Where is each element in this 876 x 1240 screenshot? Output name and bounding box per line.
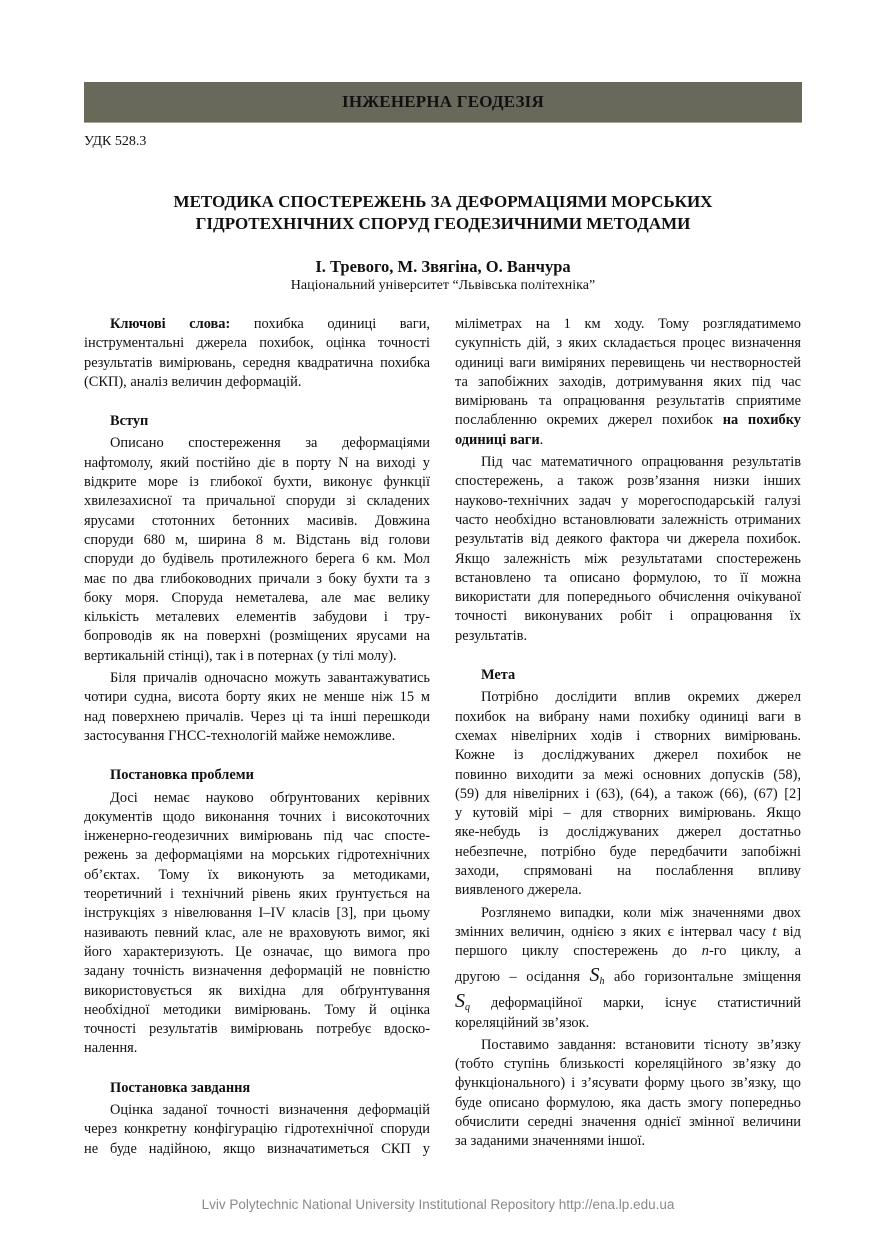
line-text: повинно виходити за межі основних допусків (58),: [455, 766, 801, 783]
text-line: [455, 843, 801, 862]
bold-text: одиниці ваги: [455, 431, 540, 448]
line-text: називають певний клас, але не враховують вимог, які: [84, 924, 430, 941]
text-line: [84, 1140, 430, 1159]
line-text: його характеризують. Це означає, що вимога про: [84, 943, 430, 960]
left-column: [84, 315, 430, 1159]
line-text: хвилезахисної та причальної споруди зі складених: [84, 493, 430, 510]
italic-variable: n: [701, 943, 709, 960]
line-text: Описано спостереження за деформаціями: [110, 435, 430, 452]
text-line: [455, 607, 801, 626]
text-line: [455, 627, 801, 646]
line-text: Розглянемо випадки, коли між значеннями двох: [481, 904, 801, 921]
text-line: [455, 785, 801, 804]
text-line: [84, 827, 430, 846]
line-text: не буде надійною, якщо визначатиметься СКП у: [84, 1140, 430, 1157]
line-text: схемах нівелірних ходів і створних вимірювань.: [455, 727, 801, 744]
text-line: [455, 862, 801, 881]
text-line: [84, 334, 430, 353]
bold-text: на похибку: [722, 412, 801, 429]
line-text: кореляційний зв’язок.: [455, 1014, 590, 1031]
text-line: [455, 881, 801, 900]
math-variable: [455, 990, 470, 1012]
text-line: [455, 942, 801, 961]
line-text: у кутовій мірі – для створних вимірювань. Якщо: [455, 805, 801, 822]
line-text: інструментальні джерела похибок, оцінка точності: [84, 335, 430, 352]
line-text: одиниці ваги виміряних перевищень чи нестворностей: [455, 354, 801, 371]
line-text: використовується як вихідна для обґрунтування: [84, 982, 430, 999]
line-text: змінних величин, однією з яких є інтервал часу: [455, 923, 773, 940]
line-text: має по два глибоководних причали з боку бухти та з: [84, 570, 430, 587]
text-line: [84, 904, 430, 923]
line-text: часто необхідно встановлювати залежність отриманих: [455, 511, 801, 528]
line-text: сукупність дій, з яких складається процес визначення: [455, 335, 801, 352]
text-line: [455, 727, 801, 746]
text-line: [84, 315, 430, 334]
line-text: задану точність визначення деформацій не повністю: [84, 963, 430, 980]
text-line: [84, 943, 430, 962]
line-text: Оцінка заданої точності визначення деформацій: [110, 1101, 430, 1118]
section-heading: Постановка завдання: [110, 1079, 251, 1096]
title-line: МЕТОДИКА СПОСТЕРЕЖЕНЬ ЗА ДЕФОРМАЦІЯМИ МОРСЬКИХ: [173, 192, 713, 211]
text-line: [455, 923, 801, 942]
text-line: [455, 550, 801, 569]
line-text: споруди до будівель протилежного берега 6 км. Мол: [84, 551, 430, 568]
line-text: Потрібно дослідити вплив окремих джерел: [481, 689, 801, 706]
text-line: [84, 1120, 430, 1139]
text-line: [455, 823, 801, 842]
text-line: [84, 688, 430, 707]
text-line: [455, 392, 801, 411]
line-text: Якщо залежність між результатами спостережень: [455, 550, 801, 567]
text-line: [84, 808, 430, 827]
text-line: [455, 354, 801, 373]
line-text: (59) для нівелірних і (63), (64), а також (66), (67) [2]: [455, 785, 801, 802]
text-line: [455, 688, 801, 707]
line-text: точності результатів вимірювань потребує вдоско-: [84, 1021, 430, 1038]
text-line: [84, 608, 430, 627]
paragraph: [455, 688, 801, 900]
section-title: ІНЖЕНЕРНА ГЕОДЕЗІЯ: [342, 92, 544, 111]
line-text: за заданими значеннями іншої.: [455, 1133, 646, 1150]
italic-variable: t: [772, 923, 777, 940]
line-text: точності виконуваних робіт і опрацювання їх: [455, 608, 801, 625]
text-line: [84, 708, 430, 727]
line-text: боку моря. Споруда неметалева, але має велику: [84, 589, 430, 606]
line-text: Досі немає науково обґрунтованих керівних: [110, 789, 430, 806]
line-text: похибка одиниці ваги,: [230, 316, 430, 332]
line-text: відкрите море із глибокої бухти, виконує функції: [84, 474, 430, 491]
line-text: -го циклу, а: [708, 943, 802, 960]
line-text: .: [539, 431, 544, 448]
authors: І. Тревого, М. Звягіна, О. Ванчура: [315, 257, 571, 276]
line-text: застосування ГНСС-технологій майже неможливе.: [84, 727, 396, 744]
math-symbol: S: [455, 989, 465, 1012]
paragraph: [455, 1036, 801, 1152]
line-text: налення.: [84, 1040, 138, 1057]
right-column: [455, 315, 801, 1152]
text-line: [455, 373, 801, 392]
article-title: [84, 191, 802, 235]
line-text: ярусами стотонних бетонних масивів. Довжина: [84, 512, 430, 529]
text-line: [84, 866, 430, 885]
line-text: через конкретну конфігурацію гідротехнічної споруди: [84, 1121, 430, 1138]
text-line: [84, 885, 430, 904]
text-line: [455, 492, 801, 511]
bold-text: Ключові слова:: [110, 316, 231, 332]
line-text: споруди 680 м, ширина 8 м. Відстань від голови: [84, 531, 430, 548]
math-symbol: S: [589, 963, 600, 986]
paragraph: [455, 904, 801, 1033]
line-text: (СКП), аналіз величин деформацій.: [84, 373, 302, 390]
text-line: [455, 334, 801, 353]
line-text: встановлено та описано формулою, то її можна: [455, 569, 801, 586]
text-line: [84, 647, 430, 666]
line-text: (тобто ступінь близькості кореляційного зв’язку до: [455, 1056, 801, 1073]
line-text: або горизонтальне зміщення: [604, 968, 802, 985]
text-line: [84, 589, 430, 608]
line-text: необхідної методики вимірювань. Тому й оцінка: [84, 1001, 430, 1018]
text-line: [455, 766, 801, 785]
text-line: [84, 531, 430, 550]
line-text: чотири судна, висота борту яких не менше ніж 15 м: [84, 689, 430, 706]
text-line: [84, 512, 430, 531]
paragraph: [455, 453, 801, 646]
section-heading: Постановка проблеми: [110, 767, 254, 784]
line-text: об’єктах. Тому їх виконують за методиками,: [84, 866, 430, 883]
line-text: науково-технічних задач у морегосподарській галузі: [455, 492, 801, 509]
paragraph: [84, 1101, 430, 1159]
text-line: [455, 746, 801, 765]
text-line: [84, 627, 430, 646]
line-text: результатів вимірювань, середня квадратична похибка: [84, 354, 430, 371]
line-text: Поставимо завдання: встановити тісноту зв’язку: [481, 1036, 801, 1053]
text-line: [455, 1055, 801, 1074]
text-line: [84, 727, 430, 746]
line-text: похибок на вибрану нами похибку одиниці ваги в: [455, 708, 801, 725]
line-text: обчислити середні значення однієї змінної величини: [455, 1113, 801, 1130]
text-line: [84, 1039, 430, 1058]
line-text: міліметрах на 1 км ходу. Тому розглядатимемо: [455, 316, 801, 332]
text-line: [84, 373, 430, 392]
text-line: [455, 988, 801, 1014]
text-line: [455, 588, 801, 607]
line-text: яке-небудь із досліджуваних джерел достатньо: [455, 824, 801, 841]
text-line: [455, 511, 801, 530]
line-text: інженерно-геодезичних вимірювань під час спосте-: [84, 828, 430, 845]
text-line: [84, 1101, 430, 1120]
line-text: Кожне із досліджуваних джерел похибок не: [455, 747, 801, 764]
line-text: вимірювань та опрацювання результатів сприятиме: [455, 393, 801, 410]
line-text: інструкціях з нівелювання I–IV класів [3], при цьому: [84, 905, 430, 922]
line-text: виявленого джерела.: [455, 882, 582, 899]
text-line: [455, 1094, 801, 1113]
text-line: [455, 1074, 801, 1093]
text-line: [84, 473, 430, 492]
text-line: [455, 804, 801, 823]
text-line: [84, 962, 430, 981]
text-line: [84, 570, 430, 589]
line-text: Під час математичного опрацювання результатів: [481, 454, 801, 471]
text-line: [84, 434, 430, 453]
line-text: буде описано формулою, яка дасть змогу попередньо: [455, 1094, 801, 1111]
paragraph: [455, 315, 801, 450]
text-line: [84, 550, 430, 569]
affiliation: Національний університет “Львівська політехніка”: [290, 278, 596, 293]
text-line: [84, 1001, 430, 1020]
text-line: [455, 1036, 801, 1055]
line-text: нафтомолу, який постійно діє в порту N на виході у: [84, 454, 430, 471]
paragraph: [84, 434, 430, 666]
text-line: [455, 904, 801, 923]
line-text: небезпечне, потрібно буде передбачити запобіжні: [455, 843, 801, 860]
text-line: [455, 1113, 801, 1132]
text-line: [455, 411, 801, 430]
text-line: [455, 431, 801, 450]
text-line: [455, 962, 801, 988]
text-line: [455, 708, 801, 727]
line-text: та запобіжних заходів, дотримування яких під час: [455, 373, 801, 390]
line-text: теоретичний і технічний рівень яких ґрунтується на: [84, 886, 430, 903]
line-text: деформаційної марки, існує статистичний: [470, 994, 801, 1011]
text-line: [455, 1132, 801, 1151]
line-text: результатів.: [455, 627, 528, 644]
line-text: першого циклу спостережень до: [455, 943, 702, 960]
line-text: заходи, спрямовані на послаблення впливу: [455, 863, 801, 880]
line-text: спостережень, а також розв’язання низки інших: [455, 473, 801, 490]
paragraph: [84, 669, 430, 746]
text-line: [84, 846, 430, 865]
text-line: [455, 315, 801, 334]
line-text: кількість металевих елементів забудови і тру-: [84, 609, 430, 626]
text-line: [455, 472, 801, 491]
repository-footer: Lviv Polytechnic National University Institutional Repository http://ena.lp.edu.ua: [201, 1197, 675, 1212]
line-text: від: [776, 923, 801, 940]
text-line: [84, 982, 430, 1001]
title-line: ГІДРОТЕХНІЧНИХ СПОРУД ГЕОДЕЗИЧНИМИ МЕТОДАМИ: [195, 214, 691, 233]
line-text: другою – осідання: [455, 968, 590, 985]
text-line: [455, 1014, 801, 1033]
math-subscript: h: [599, 975, 605, 987]
text-line: [455, 530, 801, 549]
paragraph: [84, 789, 430, 1059]
section-heading: Мета: [481, 667, 516, 684]
line-text: документів щодо виконання точних і високоточних: [84, 808, 430, 825]
line-text: вертикальній стінці), так і в потернах (у тілі молу).: [84, 647, 397, 664]
text-line: [84, 454, 430, 473]
line-text: режень за деформаціями на морських гідротехнічних: [84, 847, 430, 864]
text-line: [84, 1020, 430, 1039]
paragraph: [84, 315, 430, 392]
line-text: над поверхнею причалів. Через ці та інші перешкоди: [84, 708, 430, 725]
udk-code: УДК 528.3: [84, 134, 147, 149]
text-line: [84, 789, 430, 808]
text-line: [455, 453, 801, 472]
text-line: [455, 569, 801, 588]
section-header-bar: [84, 82, 802, 123]
line-text: результатів від деякого фактора чи джерела похибок.: [455, 531, 801, 548]
line-text: бопроводів як на поверхні (розміщених ярусами на: [84, 628, 430, 645]
text-line: [84, 354, 430, 373]
line-text: функціонального) і з’ясувати форму цього зв’язку, що: [455, 1075, 801, 1092]
math-variable: [589, 964, 604, 986]
line-text: послабленню окремих джерел похибок: [455, 412, 723, 429]
section-heading: Вступ: [110, 413, 149, 430]
text-line: [84, 492, 430, 511]
line-text: Біля причалів одночасно можуть завантажуватись: [110, 670, 430, 687]
text-line: [84, 669, 430, 688]
math-subscript: q: [465, 1001, 470, 1013]
line-text: використати для попереднього обчислення очікуваної: [455, 589, 801, 606]
text-line: [84, 924, 430, 943]
